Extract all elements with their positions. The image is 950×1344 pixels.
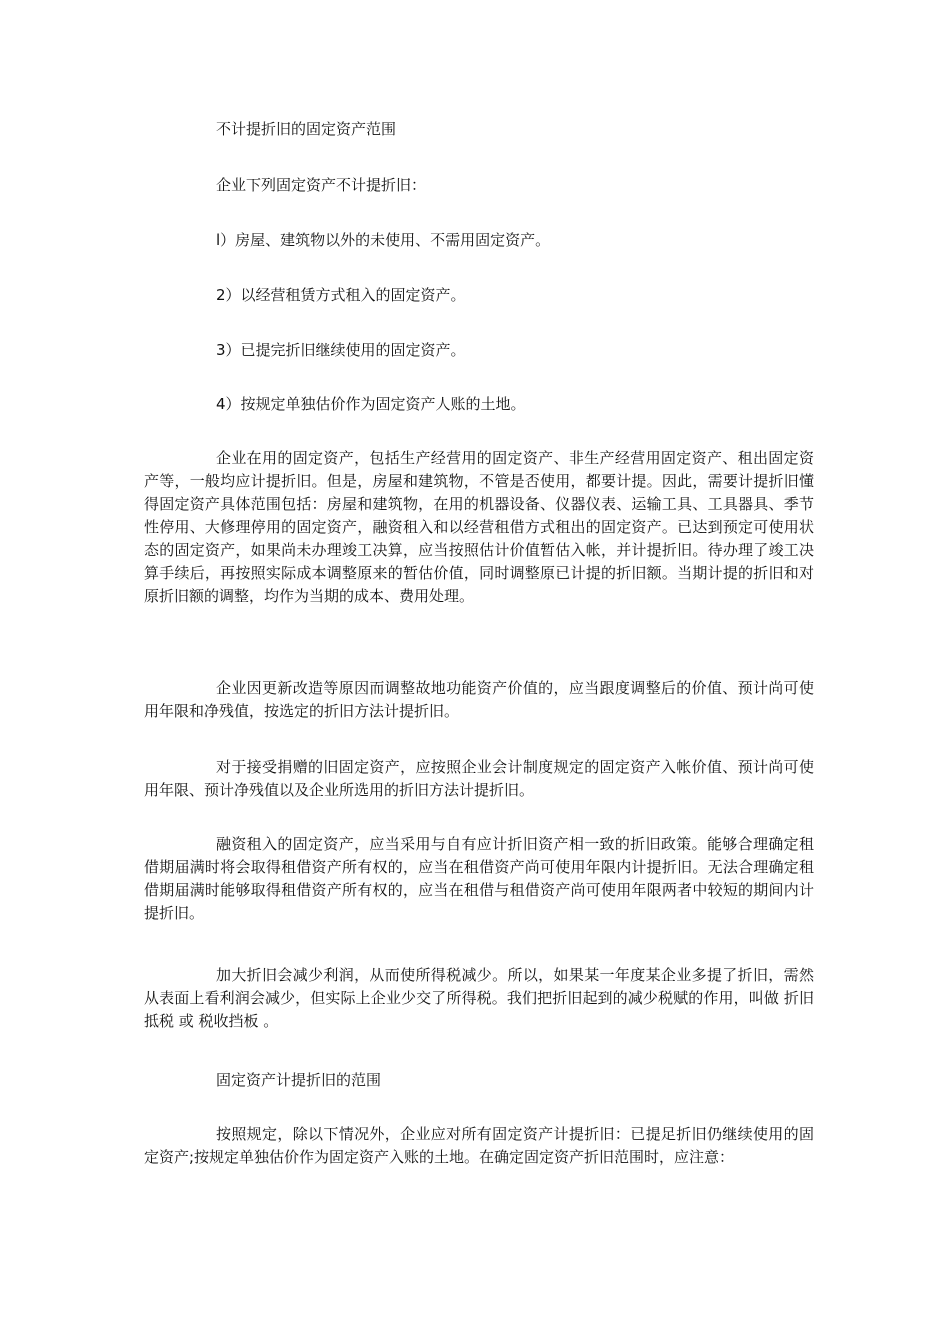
section-heading: 不计提折旧的固定资产范围 bbox=[216, 120, 397, 138]
body-paragraph: 按照规定，除以下情况外，企业应对所有固定资产计提折旧：已提足折旧仍继续使用的固定资产;按规定单独估价作为固定资产入账的土地。在确定固定资产折旧范围时，应注意： bbox=[144, 1125, 814, 1166]
list-item: 2）以经营租赁方式租入的固定资产。 bbox=[216, 286, 466, 304]
intro-line: 企业下列固定资产不计提折旧： bbox=[216, 176, 427, 194]
body-paragraph: 加大折旧会减少利润，从而使所得税减少。所以，如果某一年度某企业多提了折旧，需然从表面上看利润会减少，但实际上企业少交了所得税。我们把折旧起到的减少税赋的作用，叫做 折旧抵税 或 税收挡板 。 bbox=[144, 966, 814, 1030]
list-item: l）房屋、建筑物以外的未使用、不需用固定资产。 bbox=[216, 231, 551, 249]
body-paragraph: 融资租入的固定资产，应当采用与自有应计折旧资产相一致的折旧政策。能够合理确定租借期届满时将会取得租借资产所有权的，应当在租借资产尚可使用年限内计提折旧。无法合理确定租借期届满时能够取得租借资产所有权的，应当在租借与租借资产尚可使用年限两者中较短的期间内计提折旧。 bbox=[144, 835, 814, 922]
section-heading: 固定资产计提折旧的范围 bbox=[216, 1071, 382, 1089]
list-item: 4）按规定单独估价作为固定资产人账的土地。 bbox=[216, 395, 526, 413]
body-paragraph: 企业因更新改造等原因而调整故地功能资产价值的，应当跟度调整后的价值、预计尚可使用年限和净残值，按选定的折旧方法计提折旧。 bbox=[144, 679, 814, 720]
body-paragraph: 对于接受捐赠的旧固定资产，应按照企业会计制度规定的固定资产入帐价值、预计尚可使用年限、预计净残值以及企业所选用的折旧方法计提折旧。 bbox=[144, 758, 814, 799]
body-paragraph: 企业在用的固定资产，包括生产经营用的固定资产、非生产经营用固定资产、租出固定资产等，一般均应计提折旧。但是，房屋和建筑物，不管是否使用，都要计提。因此，需要计提折旧懂得固定资产具体范围包括：房屋和建筑物，在用的机器设备、仪器仪表、运输工具、工具器具、季节性停用、大修理停用的固定资产，融资租入和以经营租借方式租出的固定资产。已达到预定可使用状态的固定资产，如果尚未办理竣工决算，应当按照估计价值暂估入帐，并计提折旧。待办理了竣工决算手续后，再按照实际成本调整原来的暂估价值，同时调整原已计提的折旧额。当期计提的折旧和对原折旧额的调整，均作为当期的成本、费用处理。 bbox=[144, 449, 814, 605]
list-item: 3）已提完折旧继续使用的固定资产。 bbox=[216, 341, 466, 359]
